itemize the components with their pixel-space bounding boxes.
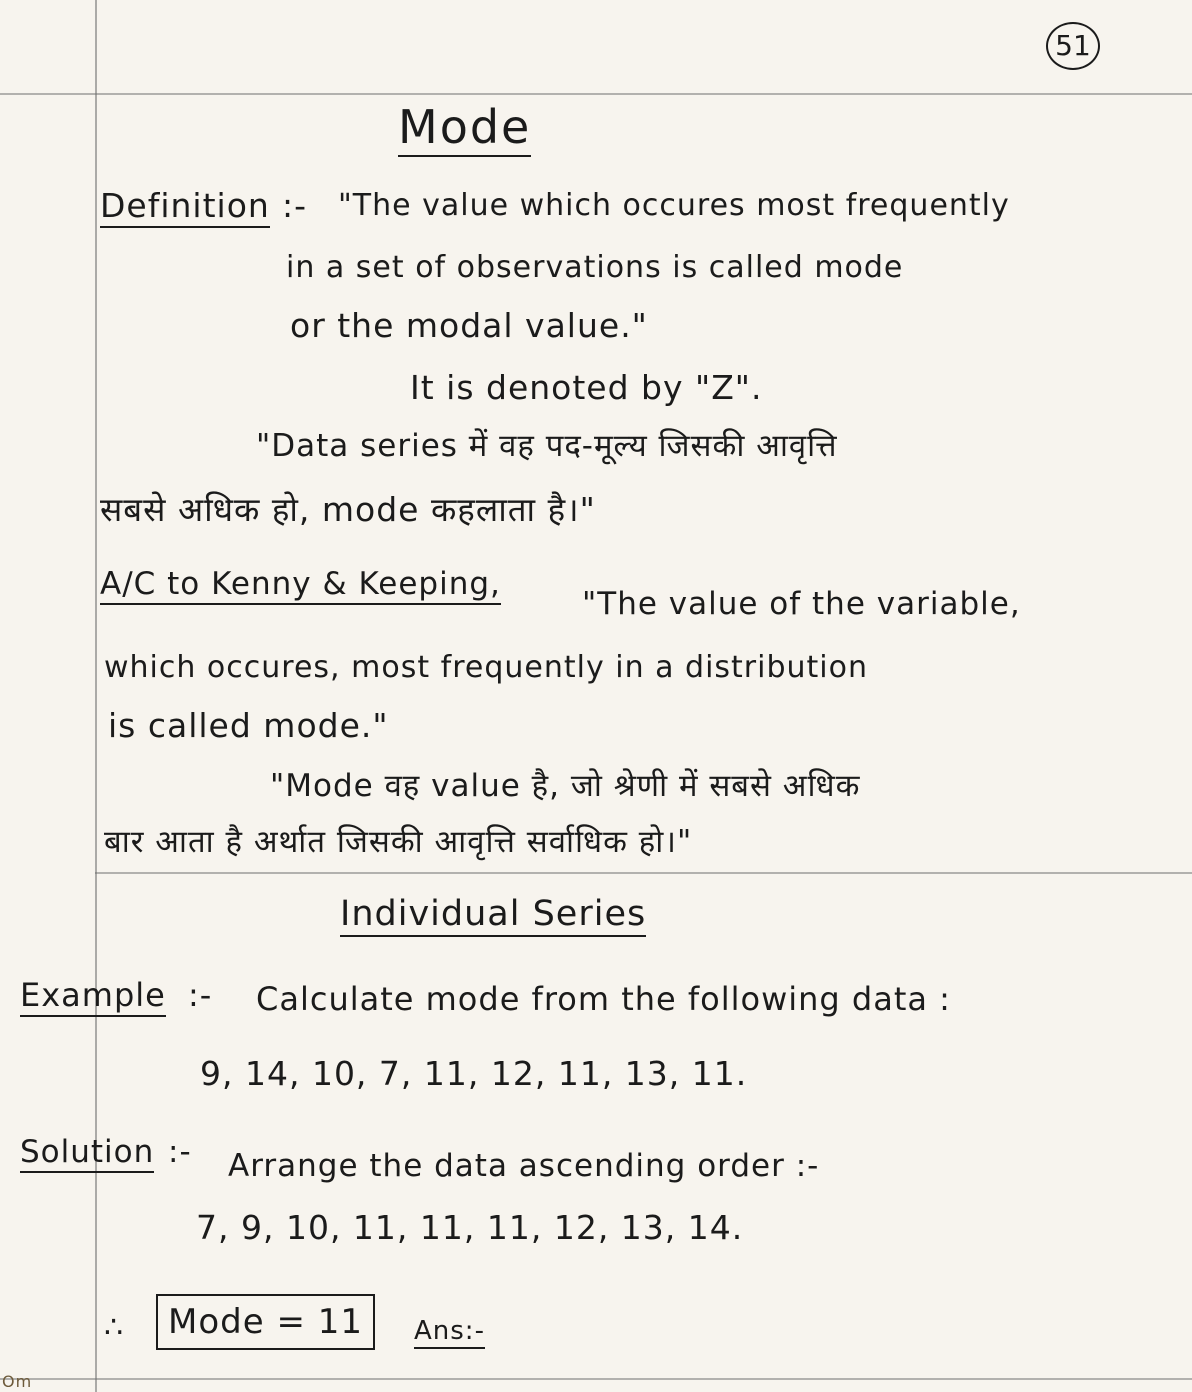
- definition-line-3: or the modal value.": [290, 306, 648, 345]
- definition-separator: :-: [282, 186, 308, 225]
- kenny-hindi-line-1: "Mode वह value है, जो श्रेणी में सबसे अधिक: [270, 768, 861, 804]
- example-question: Calculate mode from the following data :: [256, 980, 951, 1018]
- answer-label: Ans:-: [414, 1316, 485, 1349]
- denoted-by-line: It is denoted by "Z".: [410, 368, 763, 407]
- margin-line: [95, 0, 97, 1392]
- kenny-line-2: which occures, most frequently in a distribution: [104, 650, 869, 685]
- kenny-keeping-label: A/C to Kenny & Keeping,: [100, 566, 501, 605]
- solution-label: Solution: [20, 1134, 154, 1173]
- definition-label: Definition: [100, 186, 270, 228]
- rule-line-top: [0, 93, 1192, 95]
- therefore-symbol: ∴: [104, 1310, 125, 1345]
- example-separator: :-: [188, 976, 213, 1014]
- corner-mark: Om: [2, 1372, 33, 1391]
- sorted-data: 7, 9, 10, 11, 11, 11, 12, 13, 14.: [196, 1208, 744, 1247]
- definition-hindi-line-1: "Data series में वह पद-मूल्य जिसकी आवृत्ति: [256, 428, 838, 464]
- page-number: 51: [1046, 22, 1100, 70]
- definition-hindi-line-2: सबसे अधिक हो, mode कहलाता है।": [100, 490, 596, 529]
- rule-line-middle: [95, 872, 1192, 874]
- mode-result-box: Mode = 11: [156, 1294, 375, 1350]
- example-label: Example: [20, 976, 166, 1017]
- solution-separator: :-: [168, 1134, 192, 1170]
- page-title: Mode: [398, 100, 531, 157]
- definition-line-1: "The value which occures most frequently: [338, 188, 1010, 223]
- kenny-hindi-line-2: बार आता है अर्थात जिसकी आवृत्ति सर्वाधिक हो।": [104, 824, 693, 860]
- kenny-line-3: is called mode.": [108, 706, 389, 745]
- kenny-line-1: "The value of the variable,: [582, 586, 1021, 622]
- definition-line-2: in a set of observations is called mode: [286, 250, 904, 285]
- section-heading: Individual Series: [340, 894, 646, 937]
- solution-text: Arrange the data ascending order :-: [228, 1148, 820, 1184]
- example-data: 9, 14, 10, 7, 11, 12, 11, 13, 11.: [200, 1054, 748, 1093]
- rule-line-bottom: [0, 1378, 1192, 1380]
